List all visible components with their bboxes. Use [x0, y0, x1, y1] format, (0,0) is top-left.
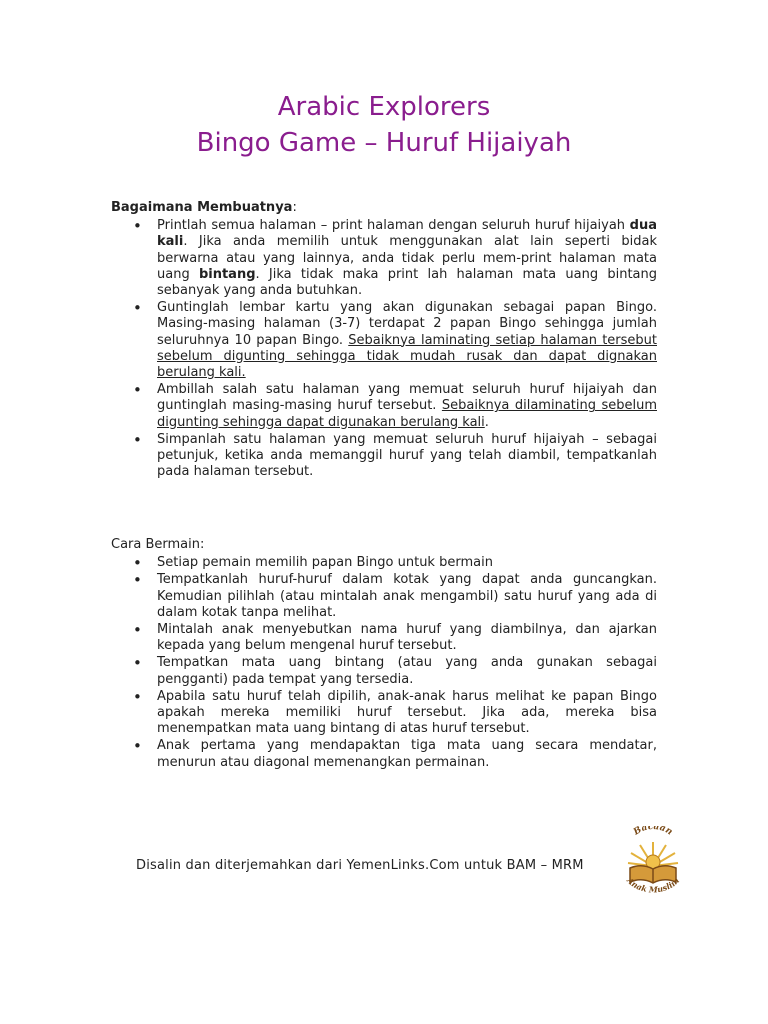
heading-text: Cara Bermain — [111, 537, 201, 552]
list-item — [111, 572, 657, 621]
footer-credit: Disalin dan diterjemahkan dari YemenLinks.Com untuk BAM – MRM — [136, 858, 584, 873]
list-item — [111, 382, 657, 431]
item-text: . Jika anda memilih untuk menggunakan alat lain seperti bidak berwarna atau yang lainnya, anda tidak perlu mem-print halaman mata uang — [157, 234, 657, 282]
instruction-list — [111, 555, 657, 771]
item-text: Tempatkanlah huruf-huruf dalam kotak yang dapat anda guncangkan. Kemudian pilihlah (atau mintalah anak mengambil) satu huruf yang ada di dalam kotak tanpa melihat. — [157, 572, 657, 620]
logo-top-text: Bacaan — [631, 826, 675, 838]
list-item — [111, 738, 657, 770]
section-how-to-make — [111, 200, 657, 481]
logo — [616, 826, 690, 902]
item-text: Ambillah salah satu halaman yang memuat seluruh huruf hijaiyah dan guntinglah masing-masing huruf tersebut. — [157, 382, 657, 414]
sun-rays — [628, 842, 678, 869]
bold-text: dua kali — [157, 218, 657, 250]
item-text: . — [484, 414, 489, 430]
item-text: Apabila satu huruf telah dipilih, anak-anak harus melihat ke papan Bingo apakah mereka memiliki huruf tersebut. Jika ada, mereka bisa menempatkan mata uang bintang di atas huruf tersebut. — [157, 688, 657, 737]
section-how-to-play — [111, 537, 657, 772]
open-book-sun-icon — [616, 826, 690, 902]
item-text: Printlah semua halaman – print halaman dengan seluruh huruf hijaiyah — [157, 218, 630, 234]
item-text: Simpanlah satu halaman yang memuat seluruh huruf hijaiyah – sebagai petunjuk, ketika anda memanggil huruf yang telah diambil, tempatkanlah pada halaman tersebut. — [157, 431, 657, 480]
list-item — [111, 300, 657, 381]
list-item — [111, 218, 657, 299]
item-text: Setiap pemain memilih papan Bingo untuk bermain — [157, 555, 493, 571]
list-item — [111, 432, 657, 481]
section-heading: Bagaimana Membuatnya: — [111, 200, 297, 215]
item-text: Mintalah anak menyebutkan nama huruf yang diambilnya, dan ajarkan kepada yang belum mengenal huruf tersebut. — [157, 622, 657, 654]
title-line-1: Arabic Explorers — [277, 92, 491, 122]
list-item — [111, 555, 657, 571]
item-text: Guntinglah lembar kartu yang akan digunakan sebagai papan Bingo. Masing-masing halaman (3-7) terdapat 2 papan Bingo sehingga jumlah seluruhnya 10 papan Bingo. — [157, 300, 657, 348]
list-item — [111, 655, 657, 687]
item-text: . Jika tidak maka print lah halaman mata uang bintang sebanyak yang anda butuhkan. — [157, 266, 657, 299]
title-line-2: Bingo Game – Huruf Hijaiyah — [196, 128, 572, 158]
underlined-text: Sebaiknya laminating setiap halaman tersebut sebelum digunting sehingga tidak mudah rusak dan dapat dignakan berulang kali. — [157, 332, 657, 381]
item-text: Tempatkan mata uang bintang (atau yang anda gunakan sebagai pengganti) pada tempat yang tersedia. — [157, 655, 657, 687]
instruction-list — [111, 218, 657, 480]
logo-bottom-text: Anak Muslim — [625, 875, 682, 895]
item-text: Anak pertama yang mendapaktan tiga mata uang secara mendatar, menurun atau diagonal memenangkan permainan. — [157, 738, 657, 770]
underlined-text: Sebaiknya dilaminating sebelum digunting sehingga dapat digunakan berulang kali — [157, 398, 657, 430]
list-item — [111, 622, 657, 654]
list-item — [111, 689, 657, 738]
heading-text: Bagaimana Membuatnya — [111, 200, 293, 215]
bold-text: bintang — [198, 266, 256, 282]
section-heading: Cara Bermain: — [111, 537, 205, 552]
